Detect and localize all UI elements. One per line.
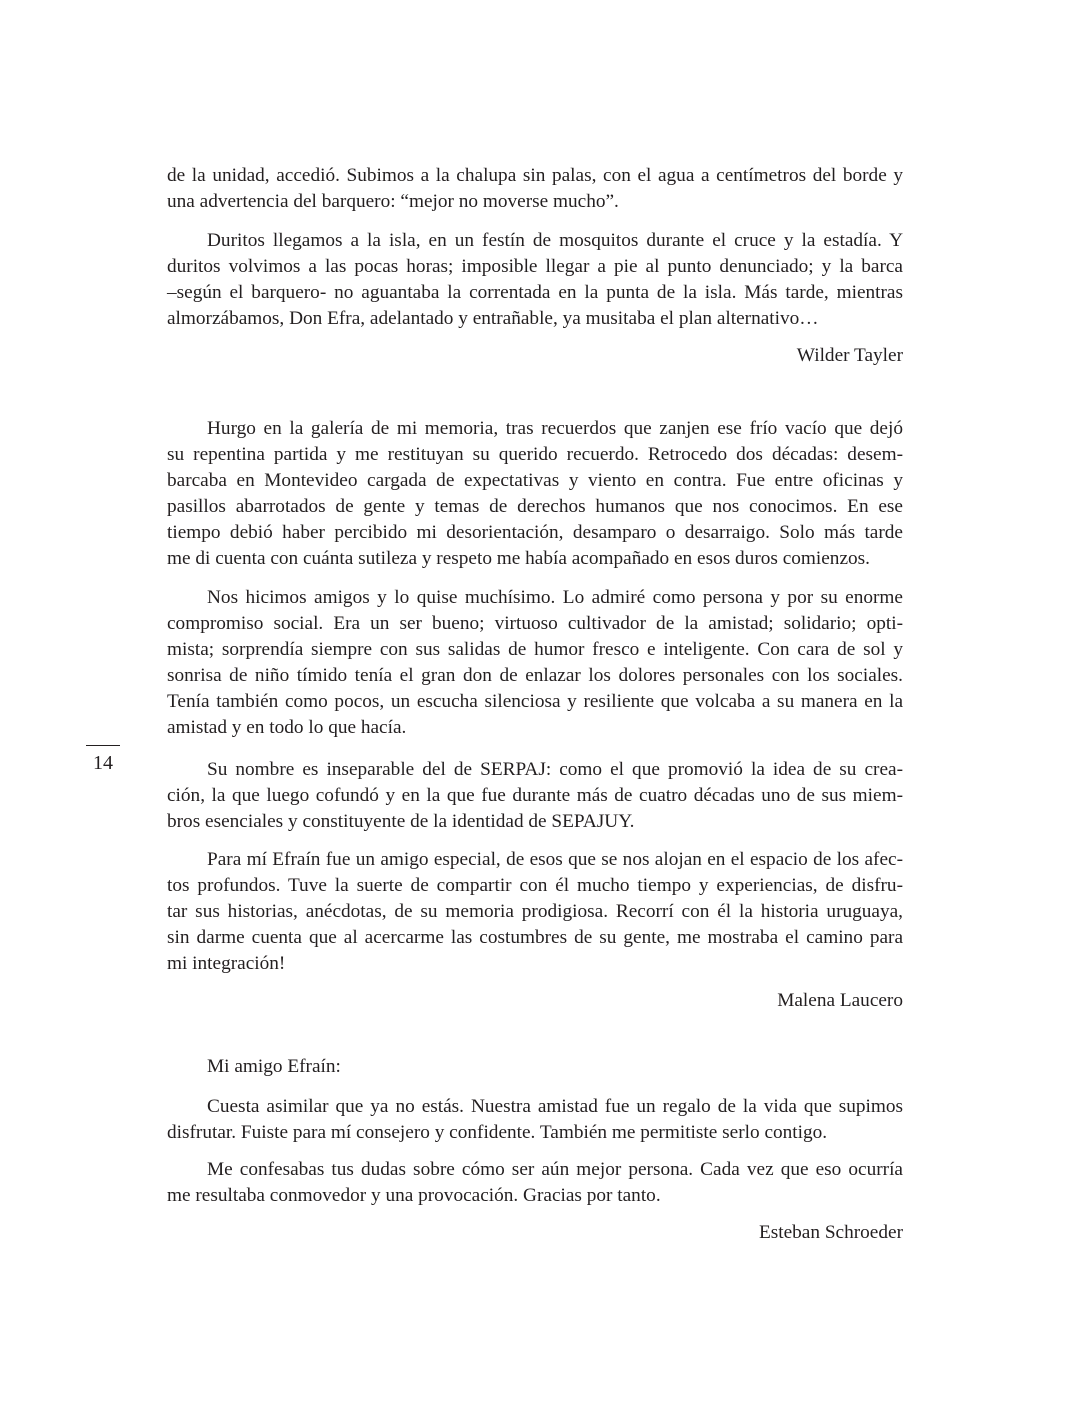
- salutation: Mi amigo Efraín:: [207, 1056, 341, 1077]
- text-line: Para mí Efraín fue un amigo especial, de esos que se nos alojan en el espacio de los afec-: [207, 849, 903, 870]
- text-line: de la unidad, accedió. Subimos a la chalupa sin palas, con el agua a centímetros del borde y: [167, 165, 903, 186]
- text-line: Cuesta asimilar que ya no estás. Nuestra amistad fue un regalo de la vida que supimos: [207, 1096, 903, 1117]
- paragraph: [167, 228, 903, 332]
- text-line: amistad y en todo lo que hacía.: [167, 717, 407, 738]
- text-line: me resultaba conmovedor y una provocación. Gracias por tanto.: [167, 1185, 661, 1206]
- text-line: Su nombre es inseparable del de SERPAJ: como el que promovió la idea de su crea-: [207, 759, 903, 780]
- page-number-rule: [86, 745, 120, 746]
- text-line: tos profundos. Tuve la suerte de compartir con él mucho tiempo y experiencias, de disfru-: [167, 875, 903, 896]
- text-line: almorzábamos, Don Efra, adelantado y entrañable, ya musitaba el plan alternativo…: [167, 308, 819, 329]
- signature-wilder-tayler: Wilder Tayler: [796, 345, 903, 366]
- paragraph: [167, 847, 903, 977]
- text-line: Duritos llegamos a la isla, en un festín de mosquitos durante el cruce y la estadía. Y: [207, 230, 903, 251]
- text-line: su repentina partida y me restituyan su querido recuerdo. Retrocedo dos décadas: desem-: [167, 444, 903, 465]
- testimony-malena-laucero: [167, 416, 903, 572]
- signature-esteban-schroeder: Esteban Schroeder: [758, 1222, 903, 1243]
- paragraph: [167, 1094, 903, 1146]
- text-line: barcaba en Montevideo cargada de expectativas y viento en contra. Fue entre oficinas y: [167, 470, 903, 491]
- text-line: pasillos abarrotados de gente y temas de derechos humanos que nos conocimos. En ese: [167, 496, 903, 517]
- testimony-wilder-tayler: [167, 163, 903, 215]
- text-line: Tenía también como pocos, un escucha silenciosa y resiliente que volcaba a su manera en la: [167, 691, 903, 712]
- text-line: mista; sorprendía siempre con sus salidas de humor fresco e inteligente. Con cara de sol y: [167, 639, 903, 660]
- text-line: disfrutar. Fuiste para mí consejero y confidente. También me permitiste serlo contigo.: [167, 1122, 828, 1143]
- signature-malena-laucero: Malena Laucero: [777, 990, 903, 1011]
- text-line: una advertencia del barquero: “mejor no moverse mucho”.: [167, 191, 619, 212]
- text-line: Hurgo en la galería de mi memoria, tras recuerdos que zanjen ese frío vacío que dejó: [207, 418, 903, 439]
- paragraph: [167, 757, 903, 835]
- text-line: –según el barquero- no aguantaba la correntada en la punta de la isla. Más tarde, mientras: [167, 282, 903, 303]
- paragraph: [167, 1157, 903, 1209]
- text-line: tiempo debió haber percibido mi desorientación, desamparo o desarraigo. Solo más tarde: [167, 522, 903, 543]
- paragraph: [167, 585, 903, 741]
- text-line: ción, la que luego cofundó y en la que fue durante más de cuatro décadas uno de sus miem-: [167, 785, 903, 806]
- text-line: compromiso social. Era un ser bueno; virtuoso cultivador de la amistad; solidario; opti-: [167, 613, 903, 634]
- page-number: 14: [93, 752, 113, 774]
- text-line: Nos hicimos amigos y lo quise muchísimo. Lo admiré como persona y por su enorme: [207, 587, 903, 608]
- testimony-esteban-schroeder: [167, 1054, 903, 1080]
- text-line: Me confesabas tus dudas sobre cómo ser aún mejor persona. Cada vez que eso ocurría: [207, 1159, 903, 1180]
- text-line: me di cuenta con cuánta sutileza y respeto me había acompañado en esos duros comienzos.: [167, 548, 870, 569]
- text-line: tar sus historias, anécdotas, de su memoria prodigiosa. Recorrí con él la historia uruguaya,: [167, 901, 903, 922]
- text-line: mi integración!: [167, 953, 286, 974]
- text-line: sonrisa de niño tímido tenía el gran don de enlazar los dolores personales con los sociales.: [167, 665, 903, 686]
- text-line: sin darme cuenta que al acercarme las costumbres de su gente, me mostraba el camino para: [167, 927, 903, 948]
- text-line: bros esenciales y constituyente de la identidad de SEPAJUY.: [167, 811, 635, 832]
- text-line: duritos volvimos a las pocas horas; imposible llegar a pie al punto denunciado; y la barca: [167, 256, 903, 277]
